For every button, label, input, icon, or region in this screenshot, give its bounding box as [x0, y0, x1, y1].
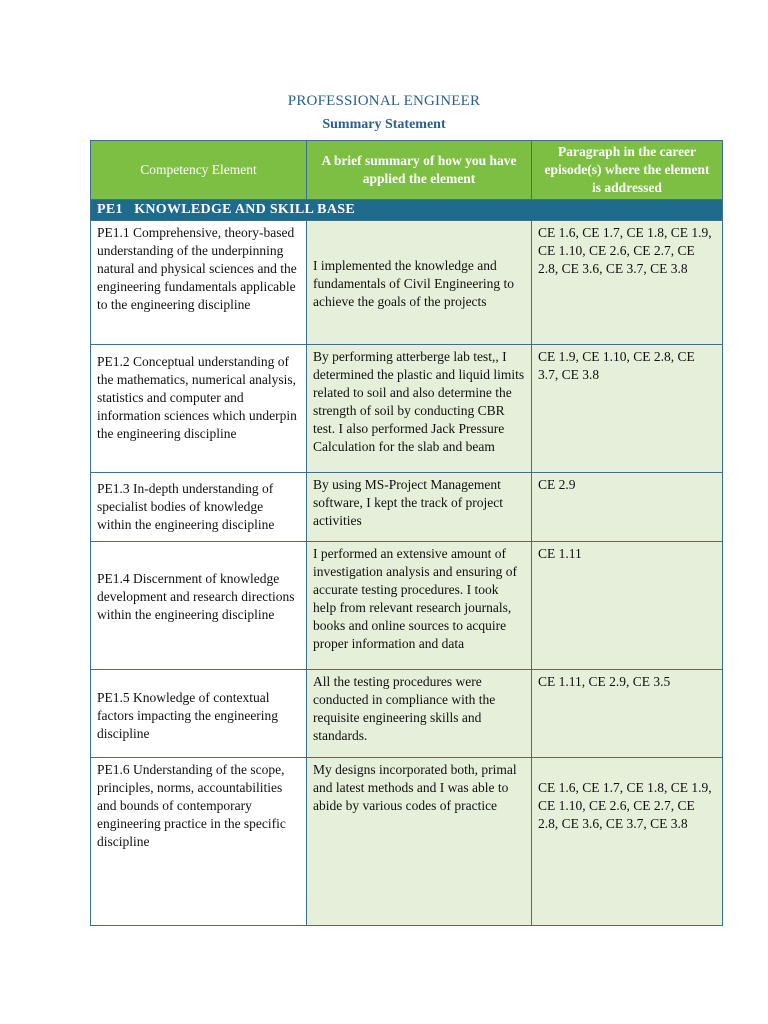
competency-element-cell: PE1.1 Comprehensive, theory-based understanding of the underpinning natural and physical sciences and the engineering fundamentals applicable to the engineering discipline — [91, 221, 307, 345]
summary-cell: By using MS-Project Management software, I kept the track of project activities — [307, 473, 532, 542]
table-row — [91, 758, 723, 926]
paragraph-cell: CE 1.9, CE 1.10, CE 2.8, CE 3.7, CE 3.8 — [532, 345, 723, 473]
header-paragraph-reference: Paragraph in the career episode(s) where the element is addressed — [532, 141, 723, 200]
header-competency-element: Competency Element — [91, 141, 307, 200]
paragraph-cell: CE 1.11, CE 2.9, CE 3.5 — [532, 670, 723, 758]
table-row — [91, 221, 723, 345]
table-row — [91, 473, 723, 542]
summary-statement-table — [90, 140, 723, 926]
summary-cell: I performed an extensive amount of investigation analysis and ensuring of accurate testing procedures. I took help from relevant research journals, books and online sources to acquire proper information and data — [307, 542, 532, 670]
summary-cell: All the testing procedures were conducted in compliance with the requisite engineering skills and standards. — [307, 670, 532, 758]
table-header-row — [91, 141, 723, 200]
section-title: PE1 KNOWLEDGE AND SKILL BASE — [91, 200, 723, 221]
document-subtitle: Summary Statement — [322, 117, 446, 132]
document-title: PROFESSIONAL ENGINEER — [287, 93, 481, 109]
competency-element-cell: PE1.6 Understanding of the scope, principles, norms, accountabilities and bounds of contemporary engineering practice in the specific discipline — [91, 758, 307, 926]
paragraph-cell: CE 2.9 — [532, 473, 723, 542]
paragraph-cell: CE 1.6, CE 1.7, CE 1.8, CE 1.9, CE 1.10, CE 2.6, CE 2.7, CE 2.8, CE 3.6, CE 3.7, CE 3.8 — [532, 758, 723, 926]
summary-cell: My designs incorporated both, primal and latest methods and I was able to abide by various codes of practice — [307, 758, 532, 926]
competency-element-cell: PE1.3 In-depth understanding of specialist bodies of knowledge within the engineering discipline — [91, 473, 307, 542]
competency-element-cell: PE1.4 Discernment of knowledge development and research directions within the engineering discipline — [91, 542, 307, 670]
table-row — [91, 670, 723, 758]
table-row — [91, 345, 723, 473]
summary-cell: I implemented the knowledge and fundamentals of Civil Engineering to achieve the goals of the projects — [307, 221, 532, 345]
header-brief-summary: A brief summary of how you have applied the element — [307, 141, 532, 200]
competency-element-cell: PE1.2 Conceptual understanding of the mathematics, numerical analysis, statistics and computer and information sciences which underpin the engineering discipline — [91, 345, 307, 473]
competency-element-cell: PE1.5 Knowledge of contextual factors impacting the engineering discipline — [91, 670, 307, 758]
summary-cell: By performing atterberge lab test,, I determined the plastic and liquid limits related to soil and also determine the strength of soil by conducting CBR test. I also performed Jack Pressure Calculation for the slab and beam — [307, 345, 532, 473]
table-row — [91, 542, 723, 670]
paragraph-cell: CE 1.6, CE 1.7, CE 1.8, CE 1.9, CE 1.10, CE 2.6, CE 2.7, CE 2.8, CE 3.6, CE 3.7, CE 3.8 — [532, 221, 723, 345]
paragraph-cell: CE 1.11 — [532, 542, 723, 670]
section-row-pe1 — [91, 200, 723, 221]
